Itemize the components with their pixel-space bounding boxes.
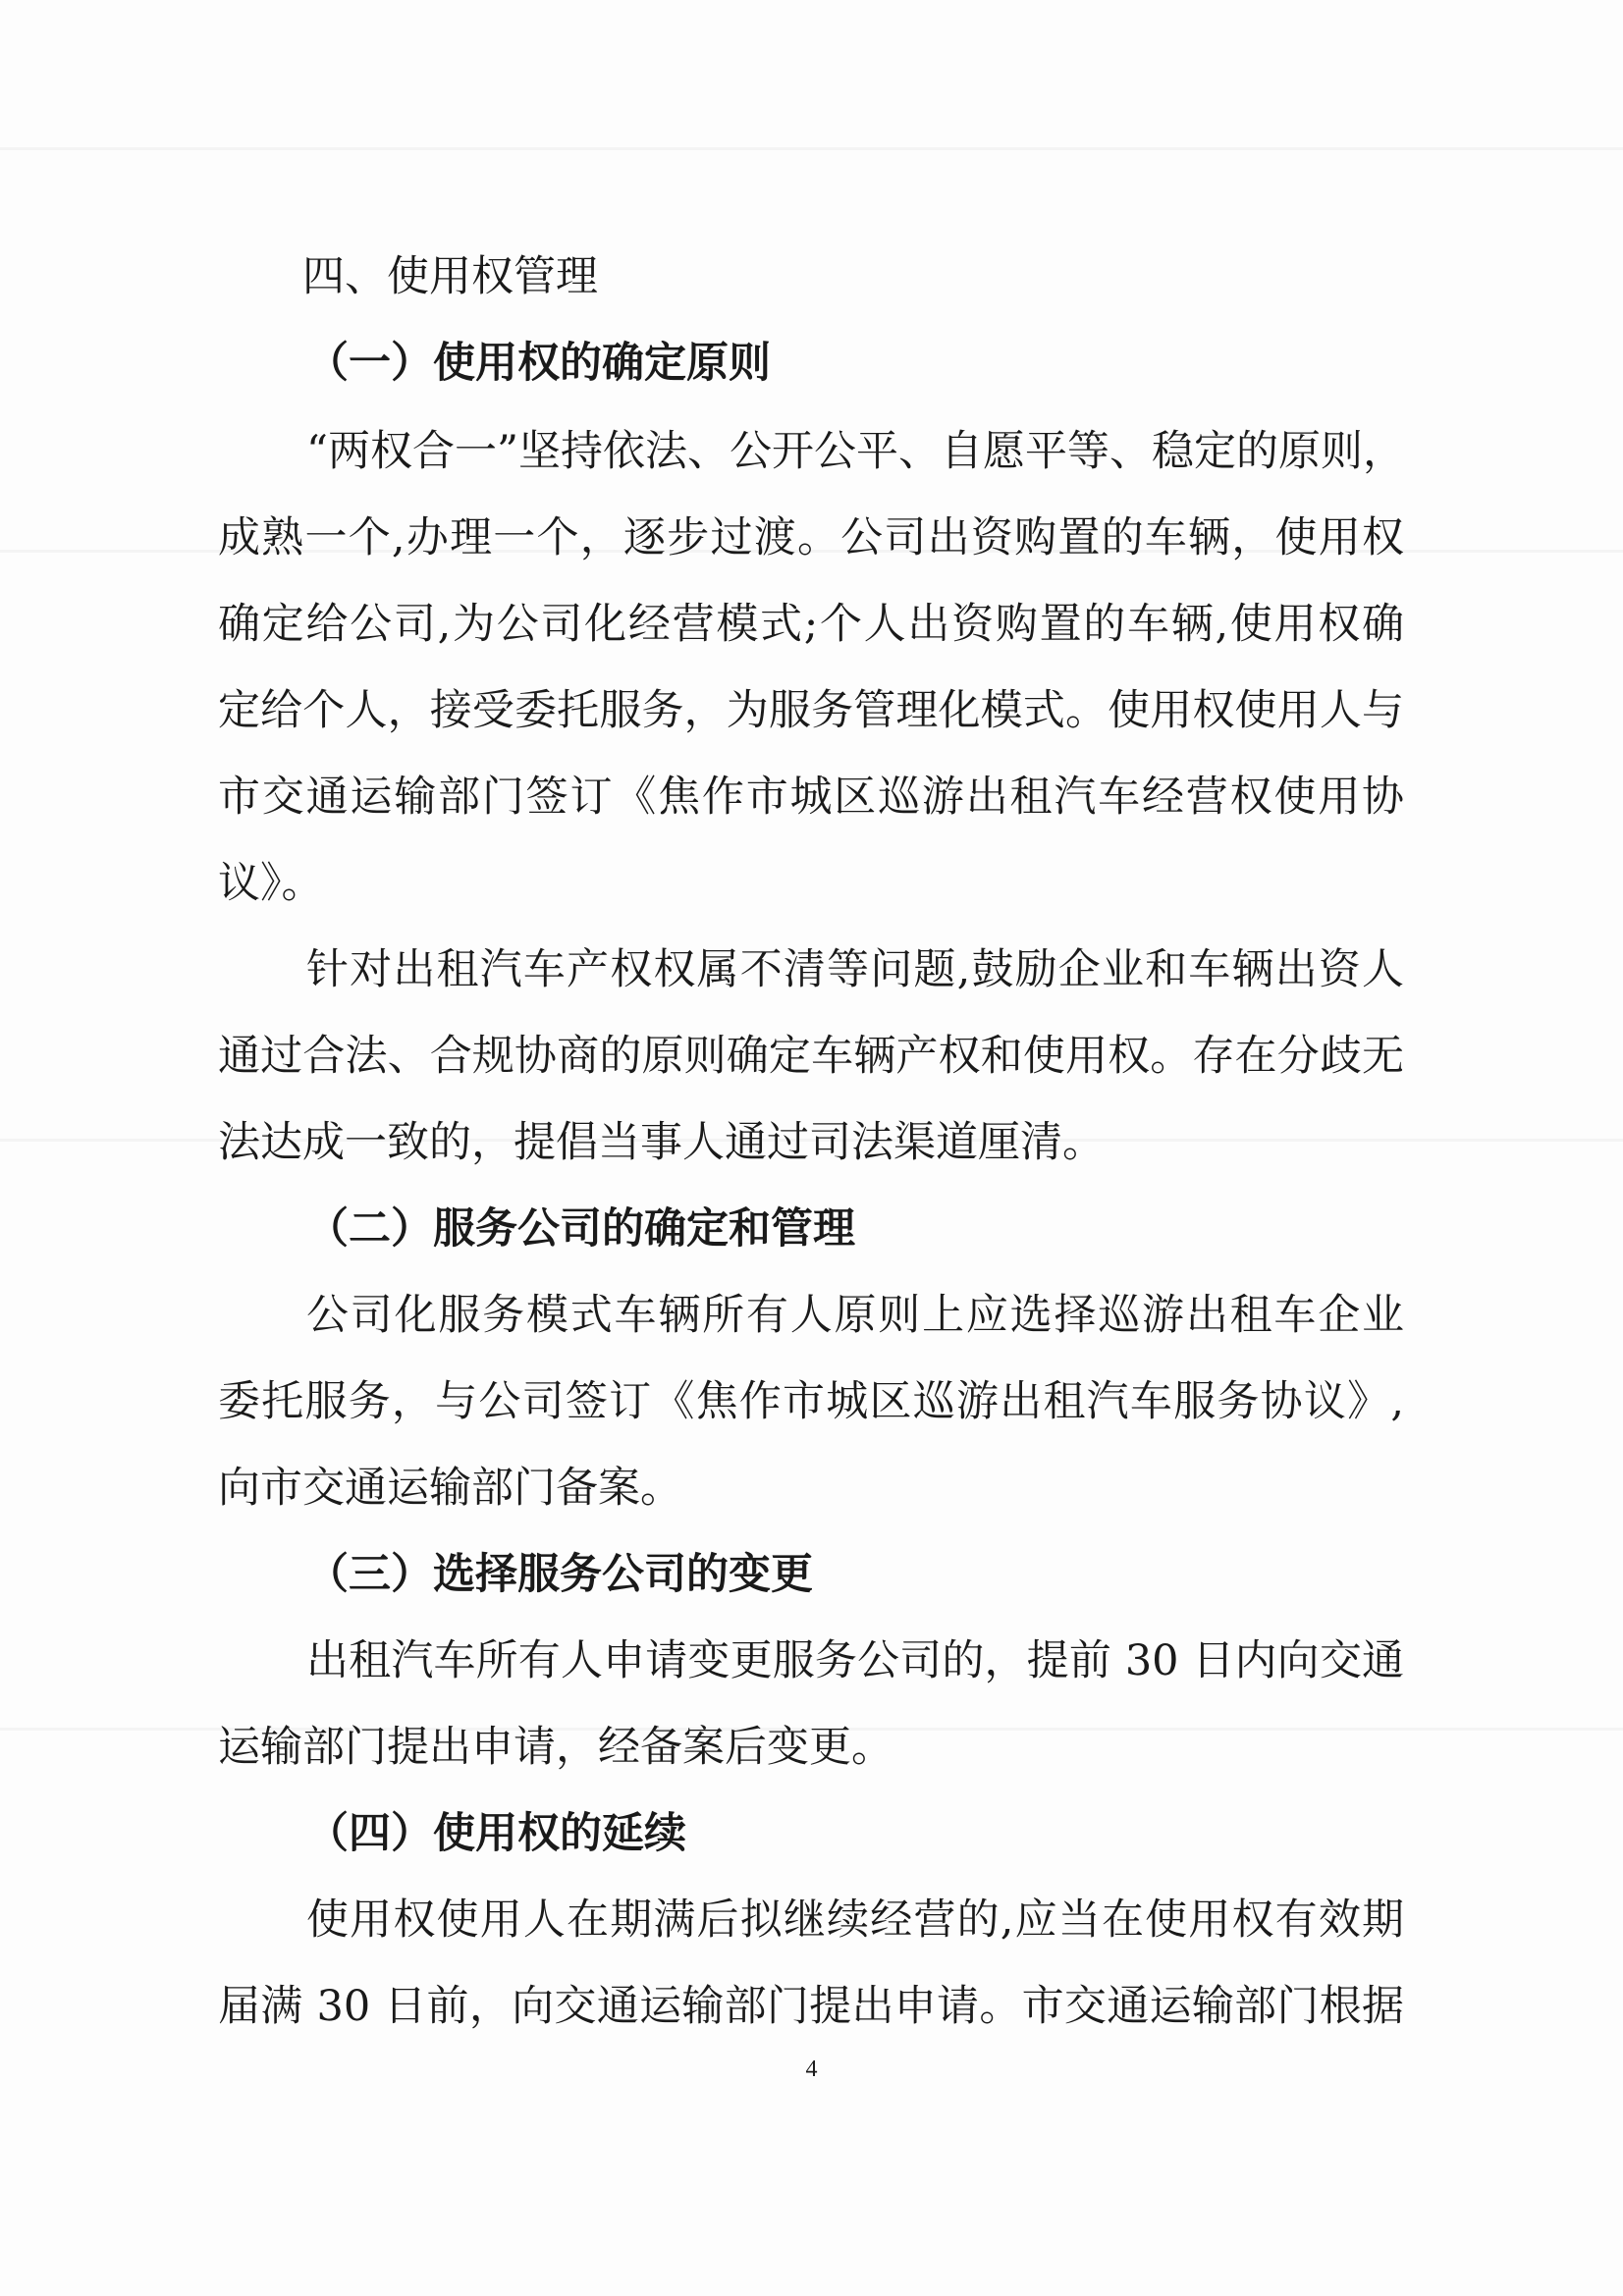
section-heading: 四、使用权管理	[302, 252, 598, 301]
paragraph-line: 议》。	[218, 859, 324, 908]
subsection-heading-2: （二）服务公司的确定和管理	[306, 1204, 855, 1254]
paragraph-line: 针对出租汽车产权权属不清等问题,鼓励企业和车辆出资人	[306, 945, 1404, 994]
paragraph-line: 出租汽车所有人申请变更服务公司的，提前 30 日内向交通	[306, 1636, 1404, 1685]
subsection-heading-3: （三）选择服务公司的变更	[306, 1550, 813, 1599]
paragraph-line: 委托服务，与公司签订《焦作市城区巡游出租汽车服务协议》,	[218, 1377, 1404, 1426]
paragraph-line: 向市交通运输部门备案。	[218, 1464, 682, 1513]
scan-artifact	[0, 147, 1623, 150]
paragraph-line: 运输部门提出申请，经备案后变更。	[218, 1723, 893, 1772]
paragraph-line: 定给个人，接受委托服务，为服务管理化模式。使用权使用人与	[218, 686, 1404, 735]
page-number: 4	[805, 2056, 818, 2082]
paragraph-line: 届满 30 日前，向交通运输部门提出申请。市交通运输部门根据	[218, 1982, 1404, 2031]
subsection-heading-1: （一）使用权的确定原则	[306, 339, 771, 388]
paragraph-line: 使用权使用人在期满后拟继续经营的,应当在使用权有效期	[306, 1896, 1404, 1945]
paragraph-line: 市交通运输部门签订《焦作市城区巡游出租汽车经营权使用协	[218, 773, 1404, 822]
paragraph-line: “两权合一”坚持依法、公开公平、自愿平等、稳定的原则，	[306, 427, 1405, 476]
paragraph-line: 通过合法、合规协商的原则确定车辆产权和使用权。存在分歧无	[218, 1032, 1404, 1081]
paragraph-line: 法达成一致的，提倡当事人通过司法渠道厘清。	[218, 1118, 1105, 1167]
paragraph-line: 公司化服务模式车辆所有人原则上应选择巡游出租车企业	[306, 1291, 1404, 1340]
subsection-heading-4: （四）使用权的延续	[306, 1809, 686, 1858]
paragraph-line: 确定给公司,为公司化经营模式;个人出资购置的车辆,使用权确	[218, 600, 1404, 649]
paragraph-line: 成熟一个,办理一个，逐步过渡。公司出资购置的车辆，使用权	[218, 513, 1404, 562]
